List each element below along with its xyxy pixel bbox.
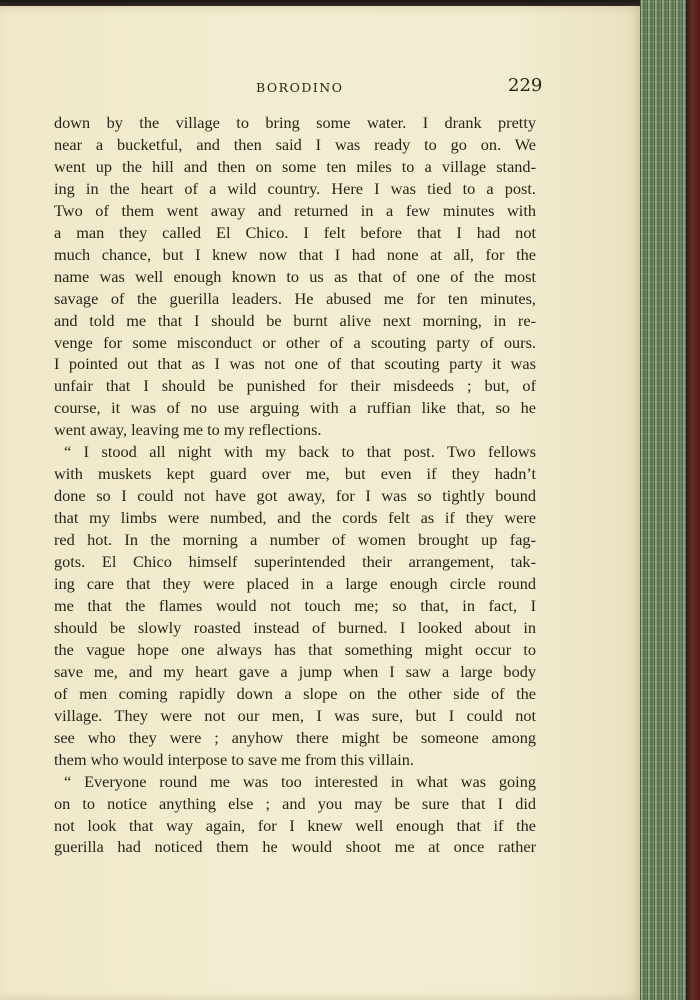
text-line: down by the village to bring some water. I drank pretty	[54, 113, 536, 132]
text-line: village. They were not our men, I was sure, but I could not	[54, 705, 536, 725]
text-line: unfair that I should be punished for their misdeeds ; but, of	[54, 376, 536, 396]
text-line: Two of them went away and returned in a few minutes with	[54, 200, 536, 220]
text-line: the vague hope one always has that something might occur to	[54, 639, 536, 659]
paragraph-end-line: went away, leaving me to my reflections.	[54, 420, 322, 440]
paragraph-start-line: “ Everyone round me was too interested in what was going	[64, 771, 536, 791]
text-line: went up the hill and then on some ten miles to a village stand-	[54, 156, 536, 176]
text-line: should be slowly roasted instead of burned. I looked about in	[54, 617, 536, 637]
running-title: BORODINO	[256, 80, 344, 95]
text-line: save me, and my heart gave a jump when I saw a large body	[54, 661, 536, 681]
text-line: guerilla had noticed them he would shoot me at once rather	[54, 837, 536, 857]
text-line: that my limbs were numbed, and the cords felt as if they were	[54, 508, 536, 528]
text-line: course, it was of no use arguing with a ruffian like that, so he	[54, 398, 536, 418]
text-line: not look that way again, for I knew well enough that if the	[54, 815, 536, 835]
body-text	[54, 112, 536, 858]
text-line: much chance, but I knew now that I had none at all, for the	[54, 244, 536, 264]
text-line: name was well enough known to us as that of one of the most	[54, 266, 536, 286]
text-line: venge for some misconduct or other of a scouting party of ours.	[54, 332, 536, 352]
book-cover-edge	[686, 0, 700, 1000]
text-line: I pointed out that as I was not one of that scouting party it was	[54, 354, 536, 374]
text-line: red hot. In the morning a number of women brought up fag-	[54, 530, 536, 550]
text-line: see who they were ; anyhow there might be someone among	[54, 727, 536, 747]
text-line: on to notice anything else ; and you may be sure that I did	[54, 793, 536, 813]
running-head	[0, 75, 642, 100]
text-line: savage of the guerilla leaders. He abused me for ten minutes,	[54, 288, 536, 308]
paragraph-end-line: them who would interpose to save me from this villain.	[54, 749, 414, 769]
text-line: and told me that I should be burnt alive next morning, in re-	[54, 310, 536, 330]
page-edges	[640, 0, 686, 1000]
text-line: near a bucketful, and then said I was ready to go on. We	[54, 134, 536, 154]
text-line: gots. El Chico himself superintended their arrangement, tak-	[54, 552, 536, 572]
paragraph-start-line: “ I stood all night with my back to that post. Two fellows	[64, 442, 536, 462]
text-line: ing care that they were placed in a large enough circle round	[54, 574, 536, 594]
book-page	[0, 6, 642, 1000]
text-line: a man they called El Chico. I felt before that I had not	[54, 222, 536, 242]
text-line: me that the flames would not touch me; so that, in fact, I	[54, 595, 536, 615]
text-line: done so I could not have got away, for I was so tightly bound	[54, 486, 536, 506]
text-line: ing in the heart of a wild country. Here I was tied to a post.	[54, 178, 536, 198]
page-number: 229	[508, 75, 543, 96]
text-line: of men coming rapidly down a slope on the other side of the	[54, 683, 536, 703]
text-line: with muskets kept guard over me, but even if they hadn’t	[54, 464, 536, 484]
